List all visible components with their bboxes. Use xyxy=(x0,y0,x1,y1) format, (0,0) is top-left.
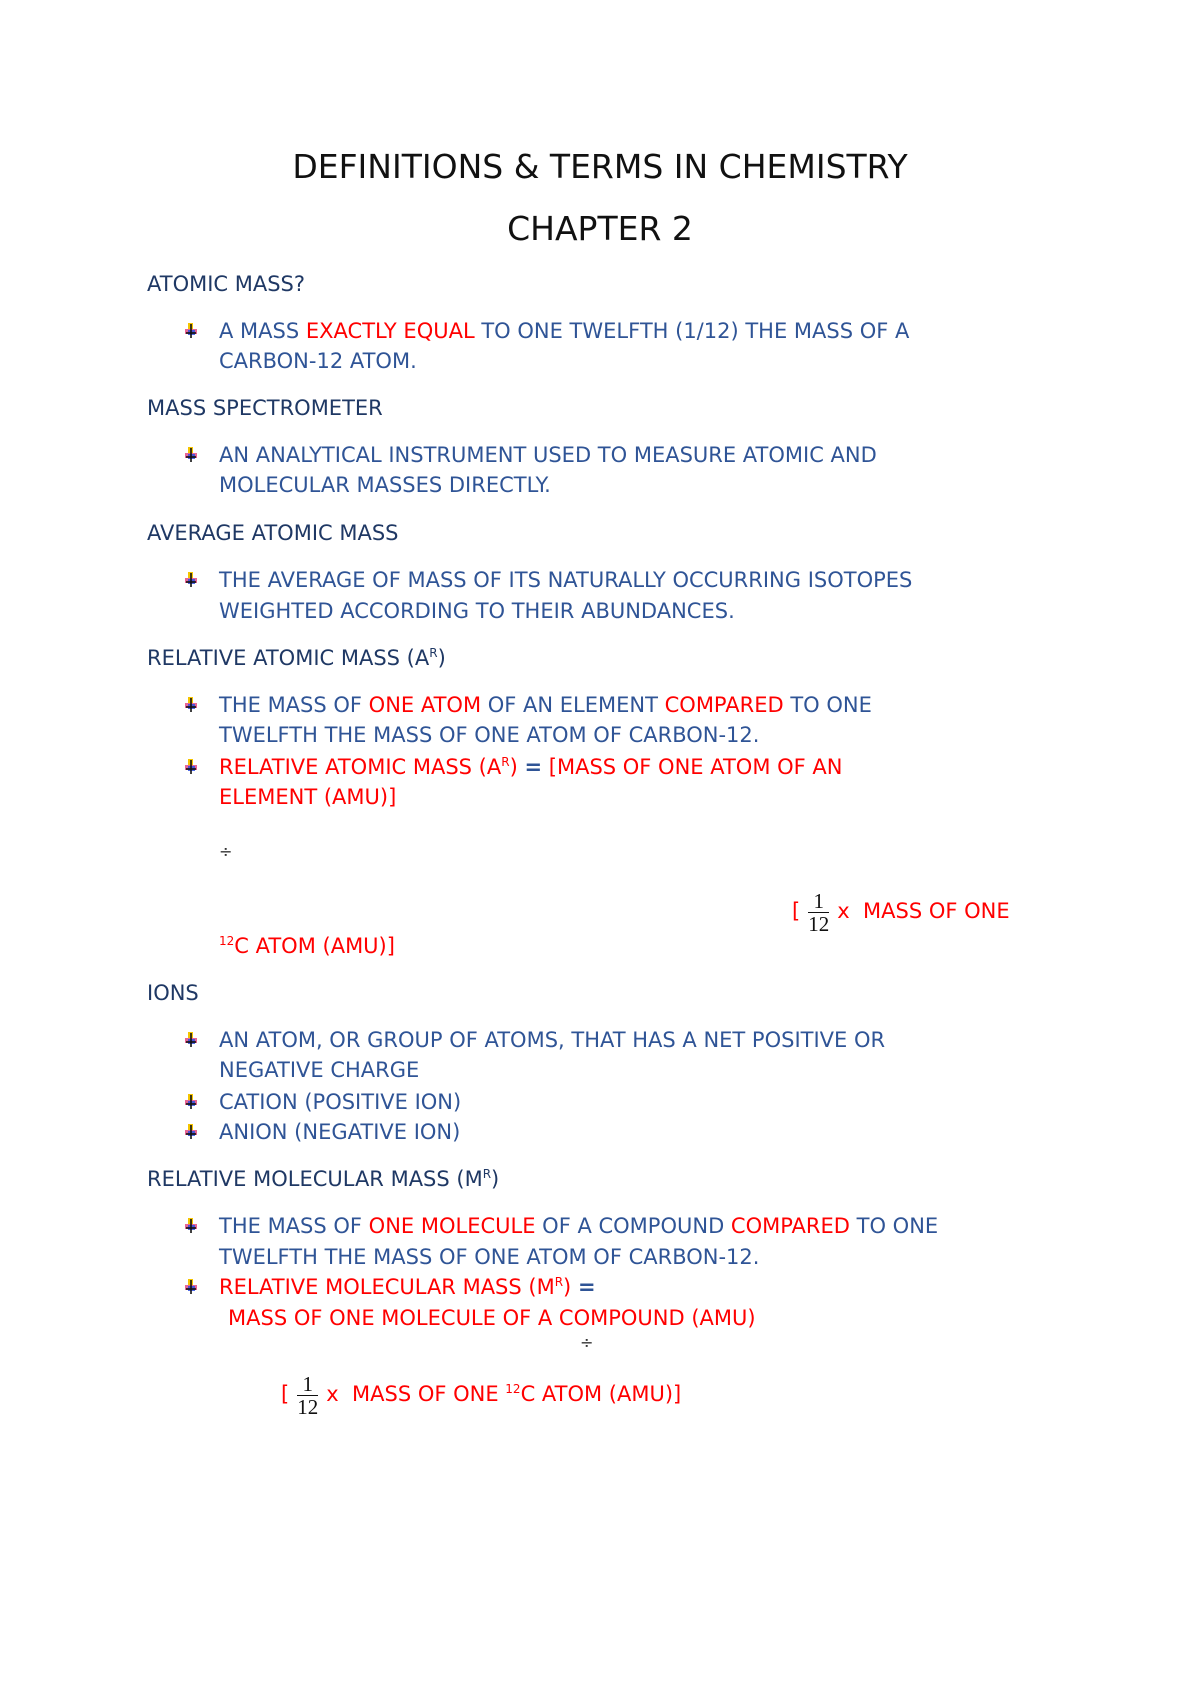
arrow-down-bullet-icon xyxy=(183,571,199,589)
text-run: THE MASS OF xyxy=(219,693,369,717)
text-run: TO ONE xyxy=(783,693,872,717)
ram-denominator-cont xyxy=(219,932,395,960)
arrow-down-bullet-icon xyxy=(183,1123,199,1141)
atomic-mass-definition xyxy=(219,317,909,345)
mass-spec-definition-cont: MOLECULAR MASSES DIRECTLY. xyxy=(219,473,551,497)
text-run: C ATOM (AMU)] xyxy=(520,1382,682,1406)
rmm-definition xyxy=(219,1212,938,1240)
text-run: ) xyxy=(563,1275,572,1299)
highlight-run: ONE MOLECULE xyxy=(368,1214,536,1238)
text-run: RELATIVE MOLECULAR MASS (M xyxy=(219,1275,555,1299)
bracket: [ xyxy=(281,1382,290,1406)
equals-sign: = xyxy=(524,755,543,779)
arrow-down-bullet-icon xyxy=(183,758,199,776)
fraction-one-twelfth xyxy=(808,890,829,935)
rmm-definition-cont: TWELFTH THE MASS OF ONE ATOM OF CARBON-12. xyxy=(219,1245,760,1269)
superscript: R xyxy=(429,646,438,660)
ions-definition-cont: NEGATIVE CHARGE xyxy=(219,1058,420,1082)
times-sign: x xyxy=(837,899,850,923)
cation-item: CATION (POSITIVE ION) xyxy=(219,1090,462,1114)
fraction-one-twelfth xyxy=(297,1373,318,1418)
fraction-denominator: 12 xyxy=(297,1394,319,1419)
arrow-down-bullet-icon xyxy=(183,1031,199,1049)
rmm-formula xyxy=(219,1273,596,1301)
divide-sign: ÷ xyxy=(219,842,233,861)
heading-text: ) xyxy=(437,646,446,670)
atomic-mass-definition-cont: CARBON-12 ATOM. xyxy=(219,349,417,373)
fraction-numerator: 1 xyxy=(297,1373,318,1396)
arrow-down-bullet-icon xyxy=(183,446,199,464)
superscript: 12 xyxy=(219,934,235,948)
ram-formula-cont: ELEMENT (AMU)] xyxy=(219,785,397,809)
times-sign: x xyxy=(326,1382,339,1406)
arrow-down-bullet-icon xyxy=(183,1217,199,1235)
heading-relative-atomic-mass xyxy=(147,644,446,672)
ram-definition xyxy=(219,691,872,719)
highlight-run: COMPARED xyxy=(664,693,784,717)
mass-spec-definition: AN ANALYTICAL INSTRUMENT USED TO MEASURE ATOMIC AND xyxy=(219,443,877,467)
text-run: MASS OF ONE xyxy=(352,1382,506,1406)
heading-mass-spectrometer: MASS SPECTROMETER xyxy=(147,396,383,420)
chapter-title: CHAPTER 2 xyxy=(507,209,693,248)
avg-mass-definition: THE AVERAGE OF MASS OF ITS NATURALLY OCCURRING ISOTOPES xyxy=(219,568,913,592)
heading-average-atomic-mass: AVERAGE ATOMIC MASS xyxy=(147,521,399,545)
superscript: 12 xyxy=(505,1382,521,1396)
ram-denominator xyxy=(792,887,1010,935)
heading-ions: IONS xyxy=(147,981,199,1005)
highlight-run: ONE ATOM xyxy=(368,693,482,717)
superscript: R xyxy=(554,1275,564,1289)
highlight-run: COMPARED xyxy=(730,1214,850,1238)
text-run: THE MASS OF xyxy=(219,1214,369,1238)
ions-definition: AN ATOM, OR GROUP OF ATOMS, THAT HAS A NET POSITIVE OR xyxy=(219,1028,886,1052)
equals-sign: = xyxy=(577,1275,596,1299)
arrow-down-bullet-icon xyxy=(183,1278,199,1296)
heading-text: RELATIVE MOLECULAR MASS (M xyxy=(147,1167,483,1191)
text-run: MASS OF ONE xyxy=(863,899,1010,923)
rmm-numerator: MASS OF ONE MOLECULE OF A COMPOUND (AMU) xyxy=(228,1306,756,1330)
rmm-denominator xyxy=(281,1370,681,1418)
text-run: A MASS xyxy=(219,319,306,343)
text-run: OF A COMPOUND xyxy=(535,1214,731,1238)
heading-text: RELATIVE ATOMIC MASS (A xyxy=(147,646,430,670)
text-run: RELATIVE ATOMIC MASS (A xyxy=(219,755,502,779)
text-run: OF AN ELEMENT xyxy=(481,693,665,717)
document-title: DEFINITIONS & TERMS IN CHEMISTRY xyxy=(292,147,908,186)
highlight-run: EXACTLY EQUAL xyxy=(305,319,475,343)
avg-mass-definition-cont: WEIGHTED ACCORDING TO THEIR ABUNDANCES. xyxy=(219,599,735,623)
heading-relative-molecular-mass xyxy=(147,1165,499,1193)
heading-text: ) xyxy=(491,1167,500,1191)
fraction-denominator: 12 xyxy=(808,911,830,936)
arrow-down-bullet-icon xyxy=(183,322,199,340)
fraction-numerator: 1 xyxy=(808,890,829,913)
text-run: ) xyxy=(509,755,518,779)
heading-atomic-mass: ATOMIC MASS? xyxy=(147,272,306,296)
text-run: [MASS OF ONE ATOM OF AN xyxy=(548,755,843,779)
arrow-down-bullet-icon xyxy=(183,1093,199,1111)
anion-item: ANION (NEGATIVE ION) xyxy=(219,1120,461,1144)
text-run: TO ONE xyxy=(849,1214,939,1238)
arrow-down-bullet-icon xyxy=(183,696,199,714)
bracket: [ xyxy=(792,899,801,923)
ram-formula xyxy=(219,753,843,781)
ram-definition-cont: TWELFTH THE MASS OF ONE ATOM OF CARBON-12. xyxy=(219,723,760,747)
text-run: TO ONE TWELFTH (1/12) THE MASS OF A xyxy=(474,319,910,343)
text-run: C ATOM (AMU)] xyxy=(234,934,395,958)
divide-sign: ÷ xyxy=(580,1333,594,1352)
superscript: R xyxy=(482,1167,492,1181)
superscript: R xyxy=(501,755,510,769)
